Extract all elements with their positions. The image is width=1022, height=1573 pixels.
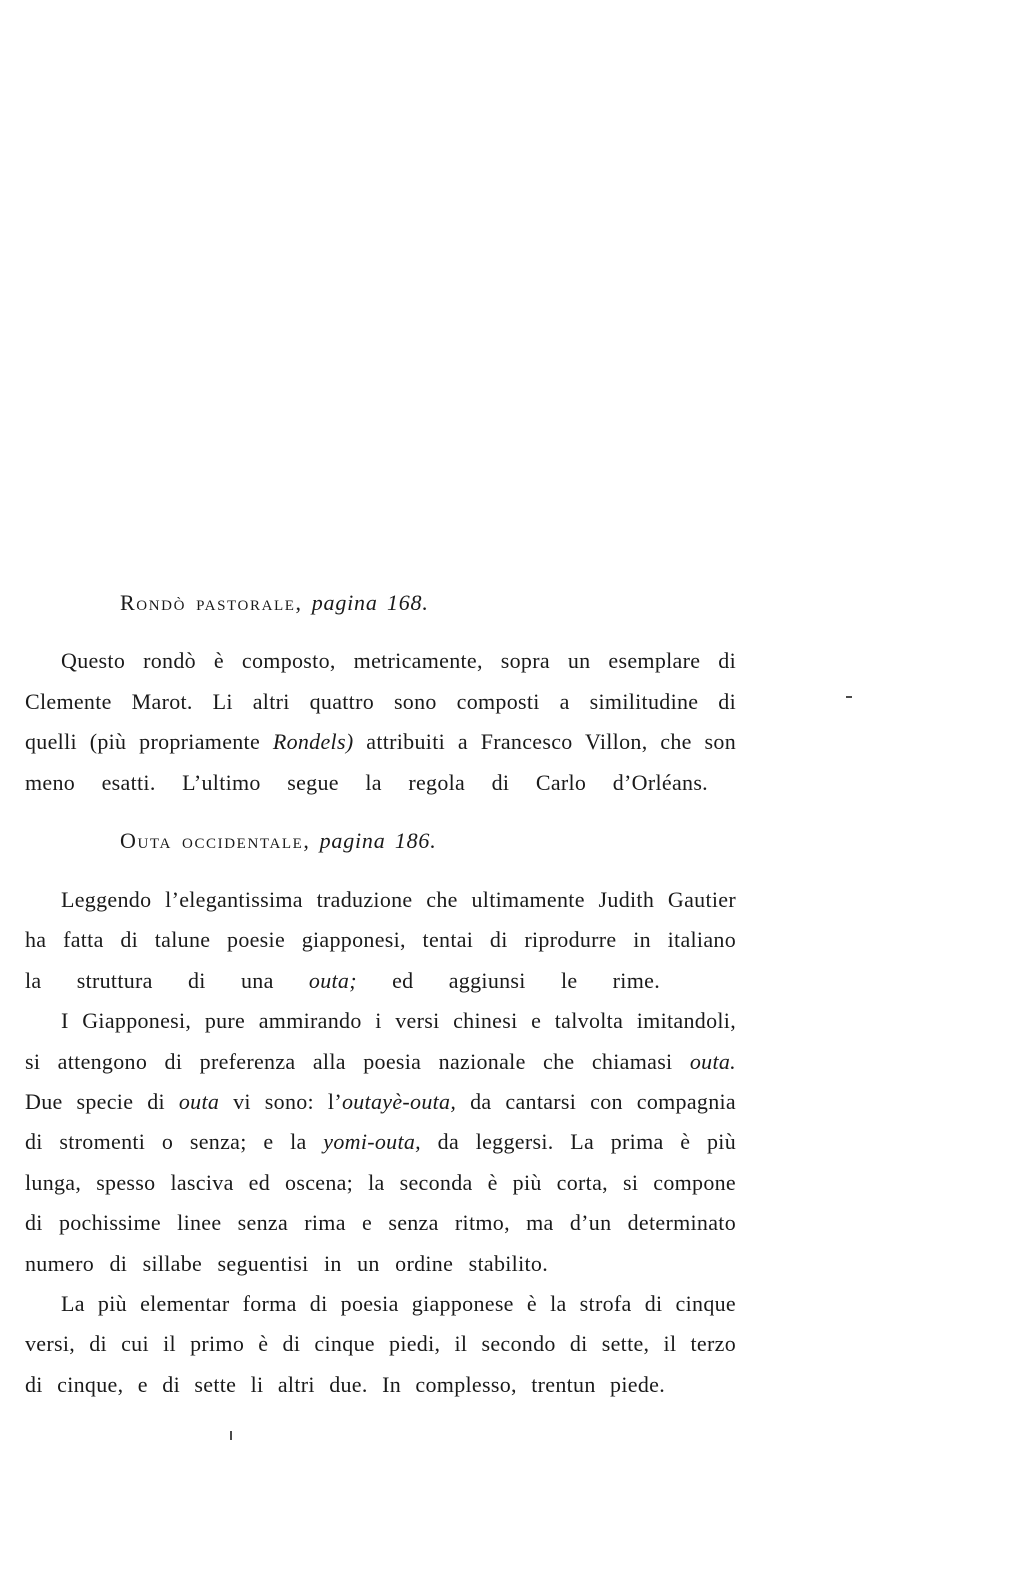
text-segment: la struttura di una (25, 967, 309, 993)
text-segment: numero di sillabe seguentisi in un ordine stabilito. (25, 1250, 548, 1276)
text-line (25, 1203, 736, 1243)
text-segment: si attengono di preferenza alla poesia nazionale che chiamasi (25, 1048, 690, 1074)
italic-term: outa. (689, 1048, 736, 1074)
text-line (25, 763, 708, 804)
text-line (25, 1284, 736, 1324)
text-segment: attribuiti a Francesco Villon, che son (353, 729, 736, 755)
text-line (25, 1082, 736, 1122)
text-segment: vi sono: l’ (219, 1088, 342, 1114)
text-segment: di pochissime linee senza rima e senza ritmo, ma d’un determinato (25, 1210, 736, 1236)
italic-term: yomi-outa, (323, 1129, 421, 1155)
heading-page-ref: pagina 186. (319, 828, 437, 853)
text-line (25, 1324, 736, 1364)
text-line (25, 920, 736, 960)
note-rondo (25, 641, 736, 804)
text-segment: da leggersi. La prima è più (420, 1129, 736, 1155)
text-segment: Questo rondò è composto, metricamente, sopra un esemplare di (61, 648, 736, 673)
note-outa (25, 880, 736, 1405)
text-line (25, 1244, 548, 1284)
italic-term: outayè-outa, (341, 1088, 457, 1114)
text-segment: meno esatti. L’ultimo segue la regola di Carlo d’Orléans. (25, 769, 708, 795)
text-segment: quelli (più propriamente (25, 729, 273, 755)
text-segment: Due specie di (25, 1088, 179, 1114)
italic-term: outa; (308, 967, 357, 993)
text-segment: Clemente Marot. Li altri quattro sono composti a similitudine di (25, 688, 736, 714)
text-line (25, 682, 736, 723)
text-line (25, 722, 736, 763)
heading-title: Outa occidentale, (120, 828, 311, 853)
text-line (25, 1365, 665, 1405)
text-line (25, 1163, 736, 1203)
italic-term: Rondels) (272, 729, 354, 755)
text-line (25, 961, 660, 1001)
text-line (25, 1042, 736, 1082)
text-line (25, 1001, 736, 1041)
text-line (25, 1122, 736, 1162)
text-segment: ed aggiunsi le rime. (356, 967, 660, 993)
heading-page-ref: pagina 168. (311, 590, 429, 615)
text-segment: I Giapponesi, pure ammirando i versi chinesi e talvolta imitandoli, (61, 1008, 736, 1034)
scan-mark (846, 696, 852, 698)
section-heading-rondo (120, 583, 429, 623)
text-segment: Leggendo l’elegantissima traduzione che ultimamente Judith Gautier (61, 887, 736, 912)
text-segment: da cantarsi con compagnia (456, 1088, 736, 1114)
text-line (25, 641, 736, 682)
italic-term: outa (178, 1088, 220, 1114)
heading-title: Rondò pastorale, (120, 590, 303, 615)
text-segment: La più elementar forma di poesia giapponese è la strofa di cinque (61, 1290, 736, 1316)
section-heading-outa (120, 821, 437, 861)
text-segment: lunga, spesso lasciva ed oscena; la seconda è più corta, si compone (25, 1169, 736, 1195)
text-segment: di cinque, e di sette li altri due. In complesso, trentun piede. (25, 1371, 665, 1397)
scan-mark (230, 1431, 232, 1440)
text-segment: versi, di cui il primo è di cinque piedi, il secondo di sette, il terzo (25, 1331, 736, 1357)
text-line (25, 880, 736, 920)
text-segment: ha fatta di talune poesie giapponesi, tentai di riprodurre in italiano (25, 927, 736, 953)
text-segment: di stromenti o senza; e la (25, 1129, 324, 1155)
